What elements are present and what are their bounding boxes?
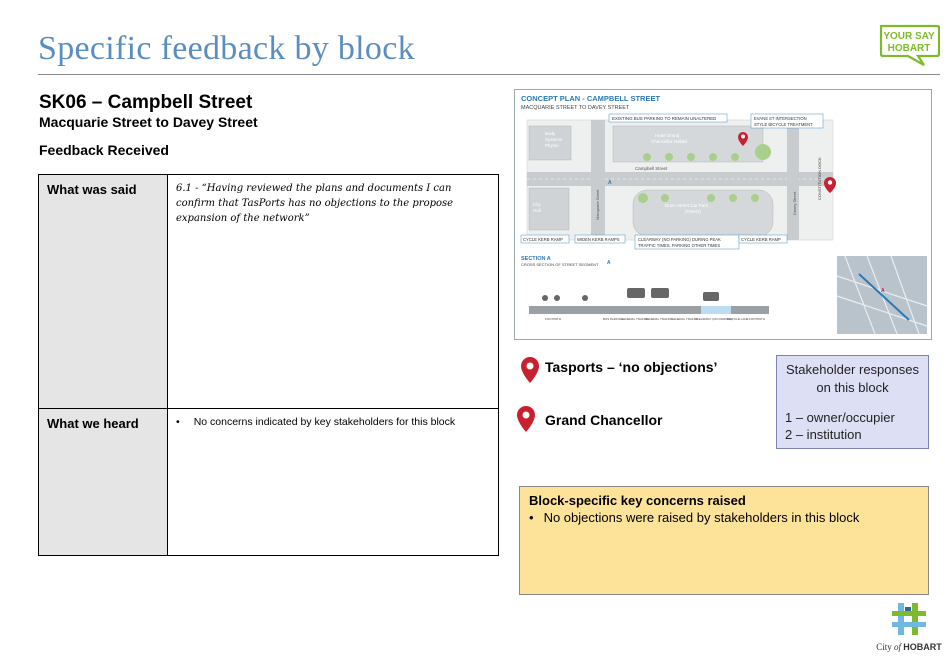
- concerns-text: No objections were raised by stakeholders in this block: [543, 510, 860, 525]
- city-logo-name: HOBART: [903, 642, 942, 652]
- lbl-footpath-right: FOOTPATH: [749, 317, 765, 321]
- feedback-table: [38, 174, 499, 556]
- heard-label: What we heard: [39, 409, 168, 556]
- heard-text: No concerns indicated by key stakeholders for this block: [193, 416, 456, 428]
- concerns-box: [519, 486, 929, 595]
- lbl-city2: Hall: [533, 208, 541, 213]
- heard-bullet: •: [176, 416, 180, 428]
- stakeholder-box: [776, 355, 929, 449]
- map-pin-icon: [520, 357, 540, 383]
- stakeholder-line2: 2 – institution: [785, 427, 862, 442]
- stakeholder-heading: Stakeholder responses on this block: [786, 362, 919, 395]
- lbl-gt2: GENERAL TRAFFIC: [645, 317, 673, 321]
- lbl-clearway2: TRAFFIC TIMES. PARKING OTHER TIMES: [638, 243, 721, 248]
- lbl-a3: A: [607, 260, 611, 266]
- logo-line2: HOBART: [887, 43, 931, 54]
- city-of-hobart-logo: [874, 603, 944, 657]
- lbl-gt1: GENERAL TRAFFIC: [621, 317, 649, 321]
- said-text: 6.1 - “Having reviewed the plans and documents I can confirm that TasPorts has no objections to the propose expansion of the network”: [168, 175, 499, 409]
- your-say-hobart-logo: [878, 24, 940, 66]
- lbl-gt3: GENERAL TRAFFIC: [671, 317, 699, 321]
- lbl-bike: BICYCLE LANE: [727, 317, 749, 321]
- stakeholder-line1: 1 – owner/occupier: [785, 410, 895, 425]
- said-label: What was said: [39, 175, 168, 409]
- logo-line1: YOUR SAY: [883, 31, 935, 42]
- lbl-footpath-left: FOOTPATH: [545, 317, 561, 321]
- page-title: Specific feedback by block: [38, 30, 415, 67]
- legend-tasports: Tasports – ‘no objections’: [545, 359, 718, 375]
- title-divider: [38, 74, 940, 75]
- said-row: [39, 175, 499, 409]
- lbl-cycle-ramp-left: CYCLE KERB RAMP: [523, 237, 563, 242]
- feedback-heading: Feedback Received: [39, 142, 169, 158]
- lbl-hotel: Hotel Grand: [655, 133, 680, 138]
- lbl-section: SECTION A: [521, 256, 551, 262]
- lbl-davey: Davey Street: [792, 191, 797, 215]
- city-logo-of: of: [894, 642, 902, 652]
- lbl-hotel2: Chancellor Hobart: [651, 139, 688, 144]
- lbl-tmag: (TMAG): [685, 209, 701, 214]
- plan-title: CONCEPT PLAN - CAMPBELL STREET: [521, 94, 661, 103]
- city-logo-mark-icon: [892, 603, 926, 635]
- heard-row: [39, 409, 499, 556]
- block-subtitle: Macquarie Street to Davey Street: [39, 114, 258, 130]
- lbl-evans: EVANS ST INTERSECTION: [754, 116, 807, 121]
- legend-grand-chancellor: Grand Chancellor: [545, 412, 663, 428]
- lbl-a1: A: [881, 288, 885, 294]
- concept-plan-image: [514, 89, 932, 340]
- heard-cell: [168, 409, 499, 556]
- concerns-bullet: •: [529, 510, 534, 525]
- concerns-heading: Block-specific key concerns raised: [529, 493, 746, 508]
- lbl-body: Body: [545, 131, 556, 136]
- lbl-campbell: Campbell Street: [635, 166, 668, 171]
- lbl-cw: CLEARWAY (NO PARKING): [695, 317, 733, 321]
- lbl-evans2: STYLE BICYCLE TREATMENT: [754, 122, 813, 127]
- lbl-city: City: [533, 202, 541, 207]
- lbl-cycle-ramp-right: CYCLE KERB RAMP: [741, 237, 781, 242]
- lbl-section-sub: CROSS SECTION OF STREET SEGMENT: [521, 262, 599, 267]
- lbl-bus-parking: EXISTING BUS PARKING TO REMAIN UNALTERED: [612, 116, 717, 121]
- lbl-macquarie: Macquarie Street: [595, 189, 600, 220]
- lbl-carpark: Dunn Street Car Park: [665, 203, 709, 208]
- lbl-dock: CONSTITUTION DOCK: [817, 157, 822, 200]
- lbl-a2: A: [608, 180, 612, 186]
- lbl-body2: Systems: [545, 137, 563, 142]
- lbl-bus: BUS PARKING: [603, 317, 624, 321]
- city-logo-prefix: City: [876, 642, 892, 652]
- plan-subtitle: MACQUARIE STREET TO DAVEY STREET: [521, 105, 630, 111]
- lbl-widen: WIDEN KERB RAMPS: [577, 237, 620, 242]
- map-pin-icon: [516, 406, 536, 432]
- lbl-clearway: CLEARWAY (NO PARKING) DURING PEAK: [638, 237, 721, 242]
- block-title: SK06 – Campbell Street: [39, 92, 253, 113]
- lbl-body3: Physio: [545, 143, 559, 148]
